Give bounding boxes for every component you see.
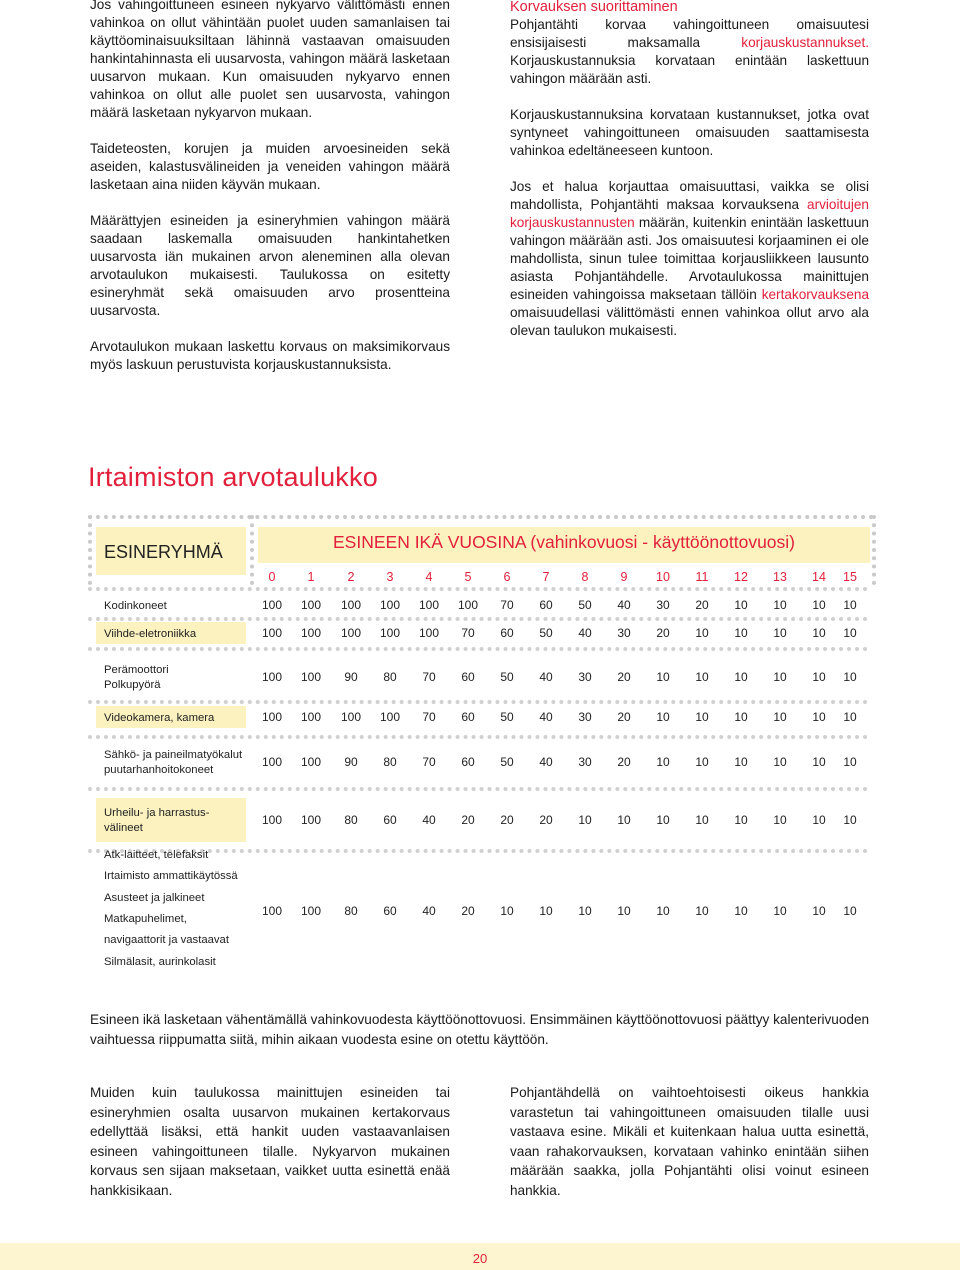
section-heading: Korvauksen suorittaminen (510, 0, 678, 15)
row-label: Silmälasit, aurinkolasit (104, 955, 216, 968)
table-cell: 100 (300, 598, 322, 612)
age-6: 6 (503, 570, 511, 584)
table-title: Irtaimiston arvotaulukko (88, 462, 378, 492)
table-cell: 100 (340, 626, 362, 640)
table-cell: 30 (617, 626, 631, 640)
table-cell: 10 (843, 626, 857, 640)
table-cell: 60 (500, 626, 514, 640)
table-cell: 10 (773, 710, 787, 724)
table-cell: 100 (300, 626, 322, 640)
link-kertakorvaus[interactable]: kertakorvauksena (761, 287, 869, 302)
table-cell: 10 (773, 813, 787, 827)
table-cell: 60 (383, 813, 397, 827)
table-cell: 100 (261, 755, 283, 769)
table-cell: 10 (539, 904, 553, 918)
table-cell: 10 (812, 904, 826, 918)
row-separator (88, 735, 868, 739)
table-cell: 20 (617, 755, 631, 769)
age-note: Esineen ikä lasketaan vähentämällä vahinkovuodesta käyttöönottovuosi. Ensimmäinen käyttöönottovuosi päättyy kalenterivuoden vaihtuessa riippumatta siitä, mihin aikaan vuodesta esine on otettu käyttöön. (90, 1012, 870, 1047)
age-13: 13 (773, 570, 787, 584)
row-label: Videokamera, kamera (104, 711, 215, 724)
age-3: 3 (386, 570, 394, 584)
table-cell: 100 (261, 710, 283, 724)
table-cell: 70 (500, 598, 514, 612)
table-cell: 10 (656, 755, 670, 769)
age-header: ESINEEN IKÄ VUOSINA (vahinkovuosi - käyttöönottovuosi) (333, 532, 795, 552)
table-cell: 60 (383, 904, 397, 918)
row-label: Perämoottori (104, 664, 169, 676)
table-cell: 10 (695, 904, 709, 918)
table-cell: 10 (578, 904, 592, 918)
table-cell: 10 (734, 710, 748, 724)
table-cell: 100 (261, 598, 283, 612)
row-separator (88, 700, 868, 704)
table-cell: 10 (656, 670, 670, 684)
paragraph-korvaus: Jos et halua korjauttaa omaisuuttasi, vaikka se olisi mahdollista, Pohjantähti maksaa korvauksena arvioitujen korjauskustannusten määrän, kuitenkin enintään laskettuun vahingon määrään asti. Jos omaisuutesi korjaaminen ei ole mahdollista, sinun tulee toimittaa korjausliikkeen lausunto asiasta Pohjantähdelle. Arvotaulukossa mainittujen esineiden vahingoissa maksetaan tällöin kertakorvauksena omaisuudellasi välittömästi ennen vahinkoa ollut arvo ala olevan taulukon mukaisesti. (510, 179, 869, 338)
table-cell: 10 (734, 670, 748, 684)
table-cell: 10 (843, 710, 857, 724)
age-0: 0 (268, 570, 276, 584)
table-cell: 30 (578, 670, 592, 684)
table-cell: 60 (461, 710, 475, 724)
age-2: 2 (347, 570, 355, 584)
table-cell: 10 (734, 813, 748, 827)
table-cell: 100 (261, 670, 283, 684)
table-cell: 20 (656, 626, 670, 640)
row-separator (88, 787, 868, 791)
group-header: ESINERYHMÄ (104, 542, 223, 562)
table-cell: 10 (843, 904, 857, 918)
table-cell: 100 (379, 598, 401, 612)
table-cell: 10 (695, 670, 709, 684)
table-cell: 20 (539, 813, 553, 827)
table-cell: 20 (500, 813, 514, 827)
table-cell: 40 (539, 710, 553, 724)
table-cell: 50 (578, 598, 592, 612)
link-arvioitujen[interactable]: arvioitujen korjauskustannusten (510, 197, 869, 230)
table-cell: 60 (461, 755, 475, 769)
table-cell: 10 (656, 904, 670, 918)
table-cell: 80 (344, 813, 358, 827)
table-cell: 10 (695, 710, 709, 724)
row-label: Urheilu- ja harrastus- (104, 807, 210, 819)
age-1: 1 (307, 570, 315, 584)
table-cell: 20 (617, 670, 631, 684)
table-cell: 70 (422, 755, 436, 769)
table-cell: 100 (300, 813, 322, 827)
table-cell: 30 (578, 710, 592, 724)
table-cell: 100 (300, 755, 322, 769)
table-cell: 10 (843, 813, 857, 827)
table-cell: 10 (843, 670, 857, 684)
row-label: Kodinkoneet (104, 599, 167, 612)
age-11: 11 (695, 570, 709, 584)
table-cell: 10 (695, 755, 709, 769)
table-cell: 10 (843, 598, 857, 612)
table-cell: 10 (812, 755, 826, 769)
table-cell: 30 (656, 598, 670, 612)
table-cell: 80 (344, 904, 358, 918)
table-cell: 10 (695, 813, 709, 827)
table-cell: 10 (812, 670, 826, 684)
row-label: Asusteet ja jalkineet (104, 891, 205, 904)
table-cell: 10 (617, 813, 631, 827)
left-column (90, 0, 450, 392)
row-label: välineet (104, 822, 143, 834)
paragraph-maksimikorvaus: Arvotaulukon mukaan laskettu korvaus on maksimikorvaus myös laskuun perustuvista korjauskustannuksista. (90, 339, 450, 372)
row-label: Viihde-eletroniikka (104, 627, 197, 640)
table-cell: 10 (695, 626, 709, 640)
table-cell: 100 (261, 626, 283, 640)
table-cell: 70 (461, 626, 475, 640)
table-cell: 100 (418, 598, 440, 612)
table-cell: 10 (656, 710, 670, 724)
table-cell: 70 (422, 670, 436, 684)
table-cell: 10 (812, 710, 826, 724)
table-cell: 100 (300, 670, 322, 684)
row-separator (88, 587, 868, 591)
table-cell: 10 (773, 904, 787, 918)
table-cell: 10 (812, 626, 826, 640)
table-cell: 10 (812, 813, 826, 827)
age-8: 8 (581, 570, 589, 584)
row-label: Atk-laitteet, telefaksit (104, 849, 209, 862)
table-cell: 100 (300, 904, 322, 918)
row-separator (88, 647, 868, 651)
table-cell: 90 (344, 670, 358, 684)
table-cell: 50 (500, 670, 514, 684)
age-10: 10 (656, 570, 670, 584)
table-cell: 40 (539, 755, 553, 769)
table-cell: 90 (344, 755, 358, 769)
table-cell: 100 (457, 598, 479, 612)
table-cell: 10 (773, 626, 787, 640)
row-label: Matkapuhelimet, (104, 913, 187, 925)
row-label: Sähkö- ja paineilmatyökalut (104, 749, 243, 761)
age-12: 12 (734, 570, 748, 584)
row-label: Irtaimisto ammattikäytössä (104, 870, 238, 883)
age-5: 5 (464, 570, 472, 584)
paragraph-kertakorvaus: Muiden kuin taulukossa mainittujen esineiden tai esineryhmien osalta uusarvon mukainen kertakorvaus edellyttää lisäksi, että hankit uuden vastaavanlaisen esineen vahingoittuneen tilalle. Nykyarvon mukainen korvaus sen sijaan maksetaan, vaikket uutta esinettä enää hankkisikaan. (90, 1085, 450, 1198)
table-cell: 40 (539, 670, 553, 684)
table-cell: 30 (578, 755, 592, 769)
table-right-border (872, 515, 876, 585)
row-label: Polkupyörä (104, 679, 161, 691)
right-column (510, 0, 869, 358)
table-cell: 10 (734, 626, 748, 640)
age-4: 4 (425, 570, 433, 584)
table-cell: 10 (773, 598, 787, 612)
table-cell: 50 (500, 710, 514, 724)
table-cell: 20 (617, 710, 631, 724)
table-cell: 80 (383, 670, 397, 684)
table-cell: 10 (843, 755, 857, 769)
paragraph-uusarvo: Jos vahingoittuneen esineen nykyarvo välittömästi ennen vahinkoa on ollut vähintään puolet uuden samanlaisen tai käyttöominaisuuksiltaan lähinnä vastaavan omaisuuden hankintahinnasta eli uusarvosta, vahingon määrä lasketaan uusarvon mukaan. Kun omaisuuden nykyarvo ennen vahinkoa on ollut alle puolet sen uusarvosta, vahingon määrä lasketaan nykyarvon mukaan. (90, 0, 450, 120)
table-cell: 20 (461, 813, 475, 827)
table-cell: 100 (379, 710, 401, 724)
row-label: navigaattorit ja vastaavat (104, 934, 229, 947)
age-14: 14 (812, 570, 826, 584)
table-cell: 50 (500, 755, 514, 769)
table-cell: 70 (422, 710, 436, 724)
row-separator (88, 617, 868, 621)
table-cell: 10 (734, 904, 748, 918)
table-cell: 100 (300, 710, 322, 724)
age-15: 15 (843, 570, 857, 584)
table-cell: 100 (261, 813, 283, 827)
table-cell: 100 (379, 626, 401, 640)
table-divider-border (250, 515, 254, 585)
table-cell: 10 (773, 755, 787, 769)
age-7: 7 (542, 570, 550, 584)
table-cell: 40 (617, 598, 631, 612)
table-cell: 50 (539, 626, 553, 640)
table-cell: 60 (539, 598, 553, 612)
table-cell: 10 (734, 598, 748, 612)
table-cell: 100 (340, 598, 362, 612)
table-cell: 80 (383, 755, 397, 769)
table-cell: 10 (812, 598, 826, 612)
paragraph-korjauskustannukset: Pohjantähti korvaa vahingoittuneen omaisuutesi ensisijaisesti maksamalla korjauskustannukset. Korjauskustannuksia korvataan enintään laskettuun vahingon määrään asti. (510, 17, 869, 86)
link-korjauskustannukset[interactable]: korjauskustannukset. (741, 35, 869, 50)
table-cell: 10 (734, 755, 748, 769)
table-cell: 10 (578, 813, 592, 827)
table-top-border (88, 515, 874, 519)
table-left-border (88, 515, 92, 585)
paragraph-hankinta: Pohjantähdellä on vaihtoehtoisesti oikeus hankkia varastetun tai vahingoittuneen omaisuuden tilalle uusi vastaava esine. Mikäli et kuitenkaan halua uutta esinettä, vaan rahakorvauksen, korvataan vahinko enintään siihen määrään saakka, jolla Pohjantähti olisi voinut esineen hankkia. (510, 1085, 869, 1198)
age-9: 9 (620, 570, 628, 584)
table-cell: 20 (695, 598, 709, 612)
table-cell: 40 (422, 813, 436, 827)
table-cell: 100 (340, 710, 362, 724)
table-cell: 10 (617, 904, 631, 918)
page-number: 20 (472, 1251, 488, 1266)
row-label: puutarhanhoitokoneet (104, 764, 214, 776)
table-cell: 10 (500, 904, 514, 918)
table-cell: 10 (656, 813, 670, 827)
table-cell: 100 (261, 904, 283, 918)
table-cell: 40 (578, 626, 592, 640)
table-cell: 40 (422, 904, 436, 918)
paragraph-arvotaulukko: Määrättyjen esineiden ja esineryhmien vahingon määrä saadaan laskemalla omaisuuden hankintahetken uusarvosta iän mukainen arvon aleneminen alla olevan arvotaulukon mukaisesti. Taulukossa on esitetty esineryhmät sekä omaisuuden arvo prosentteina uusarvosta. (90, 213, 450, 318)
table-cell: 10 (773, 670, 787, 684)
paragraph-kustannukset: Korjauskustannuksina korvataan kustannukset, jotka ovat syntyneet vahingoittuneen omaisuuden saattamisesta vahinkoa edeltäneeseen kuntoon. (510, 107, 869, 158)
table-cell: 20 (461, 904, 475, 918)
table-cell: 100 (418, 626, 440, 640)
paragraph-arvoesineet: Taideteosten, korujen ja muiden arvoesineiden sekä aseiden, kalastusvälineiden ja veneiden vahingon määrä lasketaan aina niiden käyvän mukaan. (90, 141, 450, 192)
table-cell: 60 (461, 670, 475, 684)
